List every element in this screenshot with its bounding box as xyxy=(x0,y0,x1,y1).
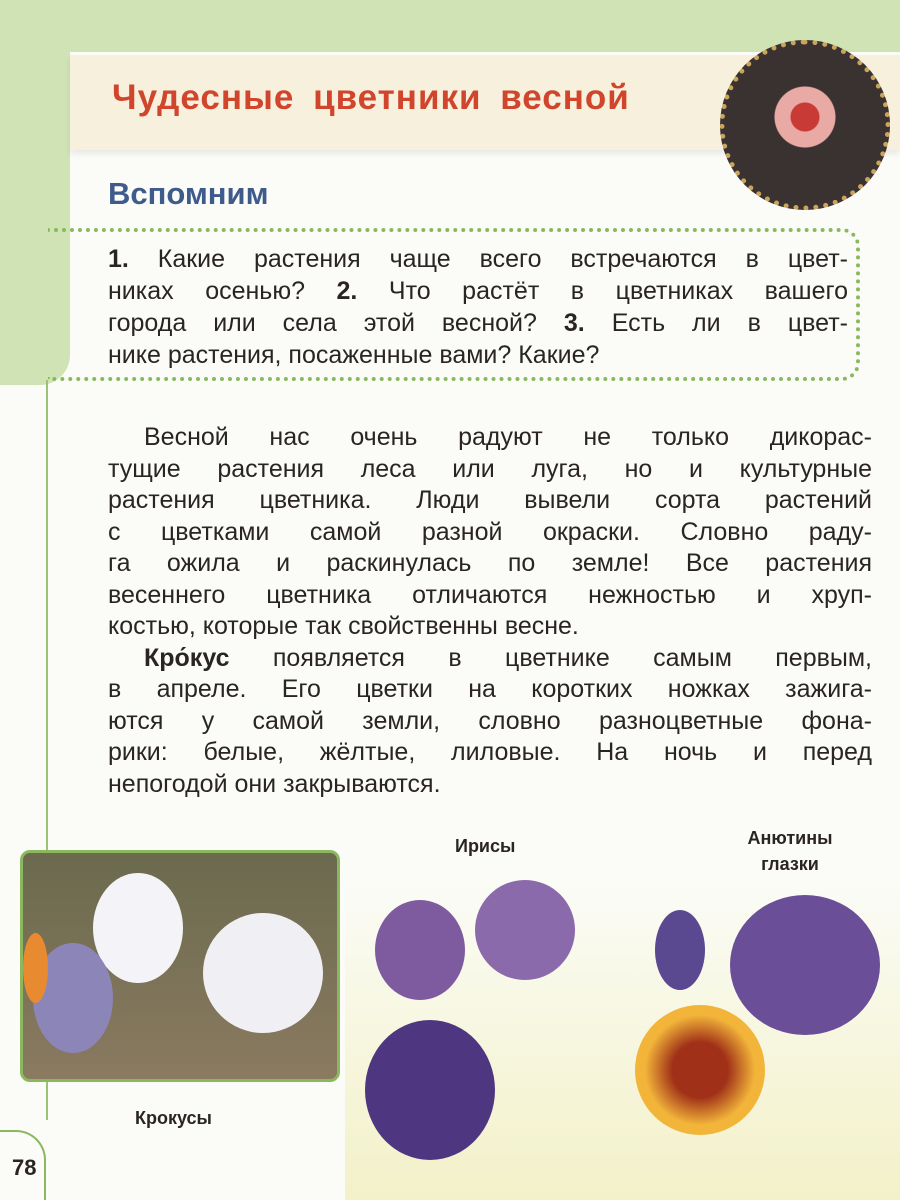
questions-text xyxy=(108,243,848,371)
question-text: Что растёт в цветниках вашего xyxy=(388,277,848,305)
text-line: тущие растения леса или луга, но и культурные xyxy=(108,454,872,483)
caption-pansy-line2: глазки xyxy=(761,854,819,874)
text-segment: рики: белые, жёлтые, лиловые. На ночь и перед xyxy=(108,738,872,766)
decorative-top-band xyxy=(0,0,900,52)
caption-pansy-line1: Анютины xyxy=(747,828,833,848)
caption-crocus: Крокусы xyxy=(135,1108,212,1128)
text-line: га ожила и раскинулась по земле! Все растения xyxy=(108,549,872,577)
question-line xyxy=(108,275,848,307)
text-segment: в апреле. Его цветки на коротких ножках зажига- xyxy=(108,675,872,703)
paragraph-1 xyxy=(108,422,872,643)
question-number: 1. xyxy=(108,245,158,273)
text-segment: непогодой они закрываются. xyxy=(108,769,441,798)
body-text xyxy=(108,422,872,800)
question-line xyxy=(108,339,848,371)
page-number: 78 xyxy=(12,1155,37,1180)
text-segment: появляется в цветнике самым первым, xyxy=(229,643,872,672)
text-line: с цветками самой разной окраски. Словно раду- xyxy=(108,517,872,546)
embroidery-emblem-image xyxy=(720,40,890,210)
question-text: города или села этой весной? xyxy=(108,309,564,337)
page-title: Чудесные цветники весной xyxy=(112,78,630,117)
question-text: Есть ли в цвет- xyxy=(611,309,849,337)
question-text: никах осенью? xyxy=(108,277,337,305)
iris-pansy-illustration xyxy=(345,870,900,1200)
text-line: весеннего цветника отличаются нежностью и хруп- xyxy=(108,580,872,609)
question-number: 2. xyxy=(336,277,389,305)
text-line: Весной нас очень радуют не только дикорас- xyxy=(144,423,872,451)
text-line xyxy=(108,706,872,738)
section-heading: Вспомним xyxy=(108,176,269,211)
caption-iris: Ирисы xyxy=(455,836,516,856)
text-line: костью, которые так свойственны весне. xyxy=(108,612,579,640)
text-line xyxy=(108,674,872,706)
question-number: 3. xyxy=(563,309,612,337)
text-line xyxy=(108,769,872,801)
question-line xyxy=(108,307,848,339)
question-line xyxy=(108,243,848,275)
question-text: Какие растения чаще всего встречаются в цвет- xyxy=(157,245,848,273)
text-line xyxy=(108,643,872,675)
caption-pansy xyxy=(740,825,840,877)
text-segment: ются у самой земли, словно разноцветные фона- xyxy=(108,706,872,735)
paragraph-2 xyxy=(108,643,872,801)
text-line: растения цветника. Люди вывели сорта растений xyxy=(108,486,872,514)
text-line xyxy=(108,737,872,769)
crocus-photo xyxy=(20,850,340,1082)
question-text: нике растения, посаженные вами? Какие? xyxy=(108,341,600,369)
term-crocus: Кро́кус xyxy=(144,643,230,672)
